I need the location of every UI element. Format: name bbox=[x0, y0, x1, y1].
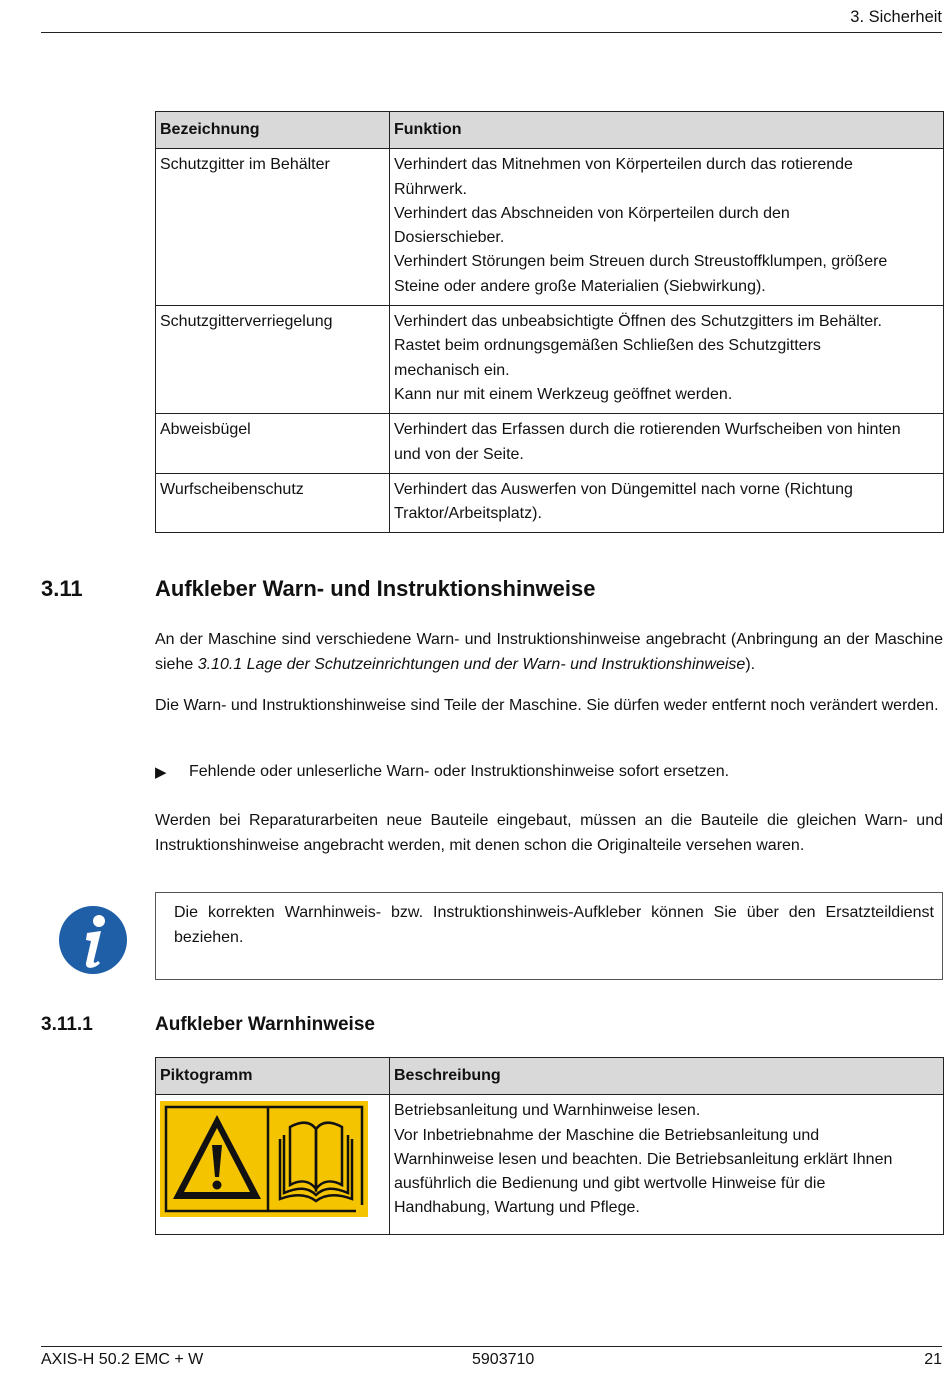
column-header-function: Funktion bbox=[390, 112, 944, 149]
row-function bbox=[390, 473, 944, 533]
safety-devices-table bbox=[155, 111, 944, 533]
function-line: Dosierschieber. bbox=[394, 229, 505, 247]
footer-model: AXIS-H 50.2 EMC + W bbox=[41, 1351, 204, 1368]
function-line: Steine oder andere große Materialien (Siebwirkung). bbox=[394, 277, 766, 295]
footer-page-number: 21 bbox=[924, 1351, 942, 1368]
note-text: Die korrekten Warnhinweis- bzw. Instruktionshinweis-Aufkleber können Sie über den Ersatzteildienst beziehen. bbox=[174, 904, 934, 946]
function-line: Rastet beim ordnungsgemäßen Schließen des Schutzgitters bbox=[394, 337, 821, 355]
open-book-icon bbox=[280, 1123, 352, 1201]
paragraph-text: An der Maschine sind verschiedene Warn- und Instruktionshinweise angebracht (Anbringung an der Maschine siehe bbox=[155, 631, 943, 673]
header-section-title: 3. Sicherheit bbox=[850, 8, 942, 26]
table-row bbox=[156, 149, 944, 306]
warning-read-manual-pictogram bbox=[160, 1101, 368, 1217]
function-line: Rührwerk. bbox=[394, 180, 467, 198]
description-cell bbox=[390, 1095, 944, 1234]
paragraph-intro bbox=[155, 628, 943, 677]
info-icon bbox=[57, 904, 129, 976]
footer-doc-number: 5903710 bbox=[472, 1351, 535, 1368]
paragraph-repair: Werden bei Reparaturarbeiten neue Bauteile eingebaut, müssen an die Bauteile die gleichen Warn- und Instruktionshinweise angebracht werden, mit denen schon die Originalteile versehen waren. bbox=[155, 812, 943, 854]
section-title: Aufkleber Warn- und Instruktionshinweise bbox=[155, 576, 596, 601]
function-line: mechanisch ein. bbox=[394, 361, 510, 379]
row-function bbox=[390, 306, 944, 414]
function-line: Verhindert das unbeabsichtigte Öffnen des Schutzgitters im Behälter. bbox=[394, 313, 882, 331]
column-header-description: Beschreibung bbox=[390, 1058, 944, 1095]
column-header-pictogram: Piktogramm bbox=[156, 1058, 390, 1095]
function-line: und von der Seite. bbox=[394, 445, 524, 463]
table-header-row bbox=[156, 112, 944, 149]
footer-divider bbox=[41, 1346, 942, 1347]
description-line: Vor Inbetriebnahme der Maschine die Betriebsanleitung und bbox=[394, 1126, 820, 1144]
row-function bbox=[390, 414, 944, 474]
function-line: Verhindert das Auswerfen von Düngemittel nach vorne (Richtung bbox=[394, 480, 853, 498]
bullet-arrow-icon: ▶ bbox=[155, 764, 167, 781]
table-row bbox=[156, 1095, 944, 1234]
function-line: Verhindert das Mitnehmen von Körperteilen durch das rotierende bbox=[394, 156, 853, 174]
table-row bbox=[156, 473, 944, 533]
subsection-title: Aufkleber Warnhinweise bbox=[155, 1014, 375, 1035]
description-line: Warnhinweise lesen und beachten. Die Betriebsanleitung erklärt Ihnen bbox=[394, 1150, 893, 1168]
row-designation: Schutzgitter im Behälter bbox=[156, 149, 390, 306]
description-line: Handhabung, Wartung und Pflege. bbox=[394, 1199, 640, 1217]
row-designation: Wurfscheibenschutz bbox=[156, 473, 390, 533]
paragraph-end: ). bbox=[745, 655, 756, 673]
function-line: Traktor/Arbeitsplatz). bbox=[394, 505, 542, 523]
pictogram-cell bbox=[156, 1095, 390, 1234]
header-divider bbox=[41, 32, 942, 33]
table-header-row bbox=[156, 1058, 944, 1095]
row-designation: Schutzgitterverriegelung bbox=[156, 306, 390, 414]
bullet-instruction: Fehlende oder unleserliche Warn- oder Instruktionshinweise sofort ersetzen. bbox=[189, 763, 730, 780]
row-function bbox=[390, 149, 944, 306]
warning-labels-table bbox=[155, 1057, 944, 1235]
row-designation: Abweisbügel bbox=[156, 414, 390, 474]
function-line: Verhindert Störungen beim Streuen durch Streustoffklumpen, größere bbox=[394, 253, 888, 271]
description-line: ausführlich die Bedienung und gibt wertvolle Hinweise für die bbox=[394, 1175, 826, 1193]
note-box bbox=[155, 892, 943, 980]
column-header-designation: Bezeichnung bbox=[156, 112, 390, 149]
function-line: Verhindert das Abschneiden von Körperteilen durch den bbox=[394, 204, 790, 222]
function-line: Verhindert das Erfassen durch die rotierenden Wurfscheiben von hinten bbox=[394, 421, 901, 439]
section-number: 3.11 bbox=[41, 576, 83, 601]
table-row bbox=[156, 306, 944, 414]
table-row bbox=[156, 414, 944, 474]
description-line: Betriebsanleitung und Warnhinweise lesen. bbox=[394, 1102, 701, 1120]
paragraph-parts: Die Warn- und Instruktionshinweise sind Teile der Maschine. Sie dürfen weder entfernt noch verändert werden. bbox=[155, 697, 939, 714]
subsection-number: 3.11.1 bbox=[41, 1014, 93, 1035]
function-line: Kann nur mit einem Werkzeug geöffnet werden. bbox=[394, 385, 733, 403]
cross-reference-link[interactable]: 3.10.1 Lage der Schutzeinrichtungen und der Warn- und Instruktionshinweise bbox=[197, 655, 746, 673]
